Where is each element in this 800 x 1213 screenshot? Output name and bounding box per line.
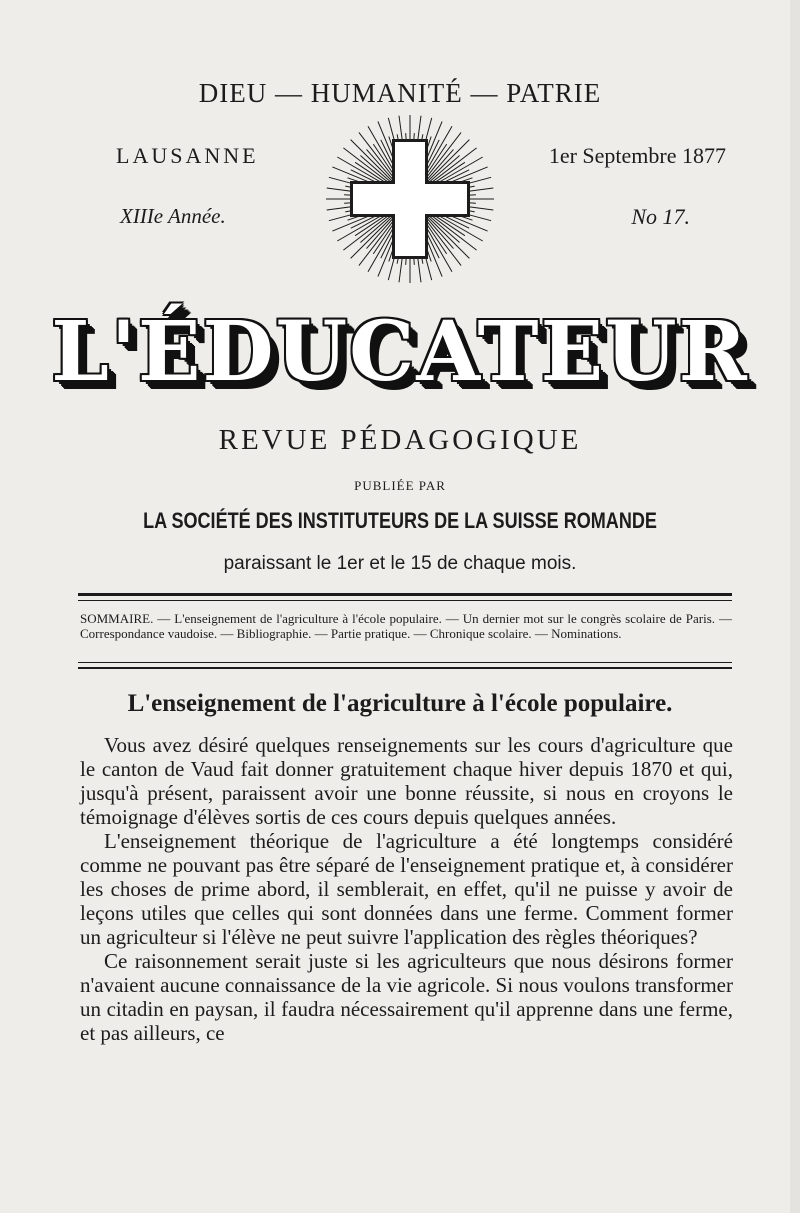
sunburst-ray [343, 211, 394, 250]
masthead-title: L'ÉDUCATEUR [51, 304, 749, 400]
sunburst-ray [359, 215, 398, 266]
city: LAUSANNE [116, 143, 259, 168]
divider [78, 662, 732, 663]
article-body [80, 733, 733, 1045]
article-title: L'enseignement de l'agriculture à l'école populaire. [127, 690, 673, 717]
summary-text: — L'enseignement de l'agriculture à l'école populaire. — Un dernier mot sur le congrès scolaire de Paris. — Correspondance vaudoise. — Bibliographie. — Partie pratique. — Chronique scolaire. — Nominations. [80, 611, 732, 641]
summary-label: SOMMAIRE. [80, 611, 154, 626]
sunburst-ray [343, 148, 394, 187]
sunburst-ray [359, 132, 398, 183]
divider [78, 667, 732, 669]
divider [78, 593, 732, 596]
sunburst-ray [422, 215, 461, 266]
sunburst-ray [422, 132, 461, 183]
article-paragraph: Ce raisonnement serait juste si les agriculteurs que nous désirons former n'avaient aucune connaissance de la vie agricole. Si nous voulons transformer un citadin en paysan, il faudra nécessairement qu'il apprenne dans une ferme, et pas ailleurs, ce [80, 949, 733, 1045]
publication-frequency: paraissant le 1er et le 15 de chaque mois. [223, 553, 577, 574]
society-name: LA SOCIÉTÉ DES INSTITUTEURS DE LA SUISSE ROMANDE [143, 508, 657, 533]
article-paragraph: L'enseignement théorique de l'agriculture a été longtemps considéré comme ne pouvant pas être séparé de l'enseignement pratique et, à considérer les choses de prime abord, il semblerait, en effet, qu'il ne puisse y avoir de leçons utiles que celles qui sont données dans une ferme. Comment former un agriculteur si l'élève ne peut suivre l'application des règles théoriques? [80, 829, 733, 949]
issue-number: No 17. [631, 204, 690, 229]
sunburst-ray [426, 148, 477, 187]
masthead-subtitle: REVUE PÉDAGOGIQUE [218, 424, 582, 456]
published-by: PUBLIÉE PAR [354, 478, 446, 493]
sunburst-ray [426, 211, 477, 250]
volume-year: XIIIe Année. [120, 204, 226, 228]
table-of-contents [80, 611, 732, 641]
issue-date: 1er Septembre 1877 [548, 143, 726, 168]
motto: DIEU — HUMANITÉ — PATRIE [198, 78, 602, 108]
radiant-cross-icon [322, 115, 498, 285]
article-paragraph: Vous avez désiré quelques renseignements sur les cours d'agriculture que le canton de Vaud fait donner gratuitement chaque hiver depuis 1870 et qui, jusqu'à présent, paraissent avoir une bonne réussite, si nous en croyons le témoignage d'élèves sortis de ces cours depuis quelques années. [80, 733, 733, 829]
divider [78, 600, 732, 601]
page-edge [790, 0, 800, 1213]
